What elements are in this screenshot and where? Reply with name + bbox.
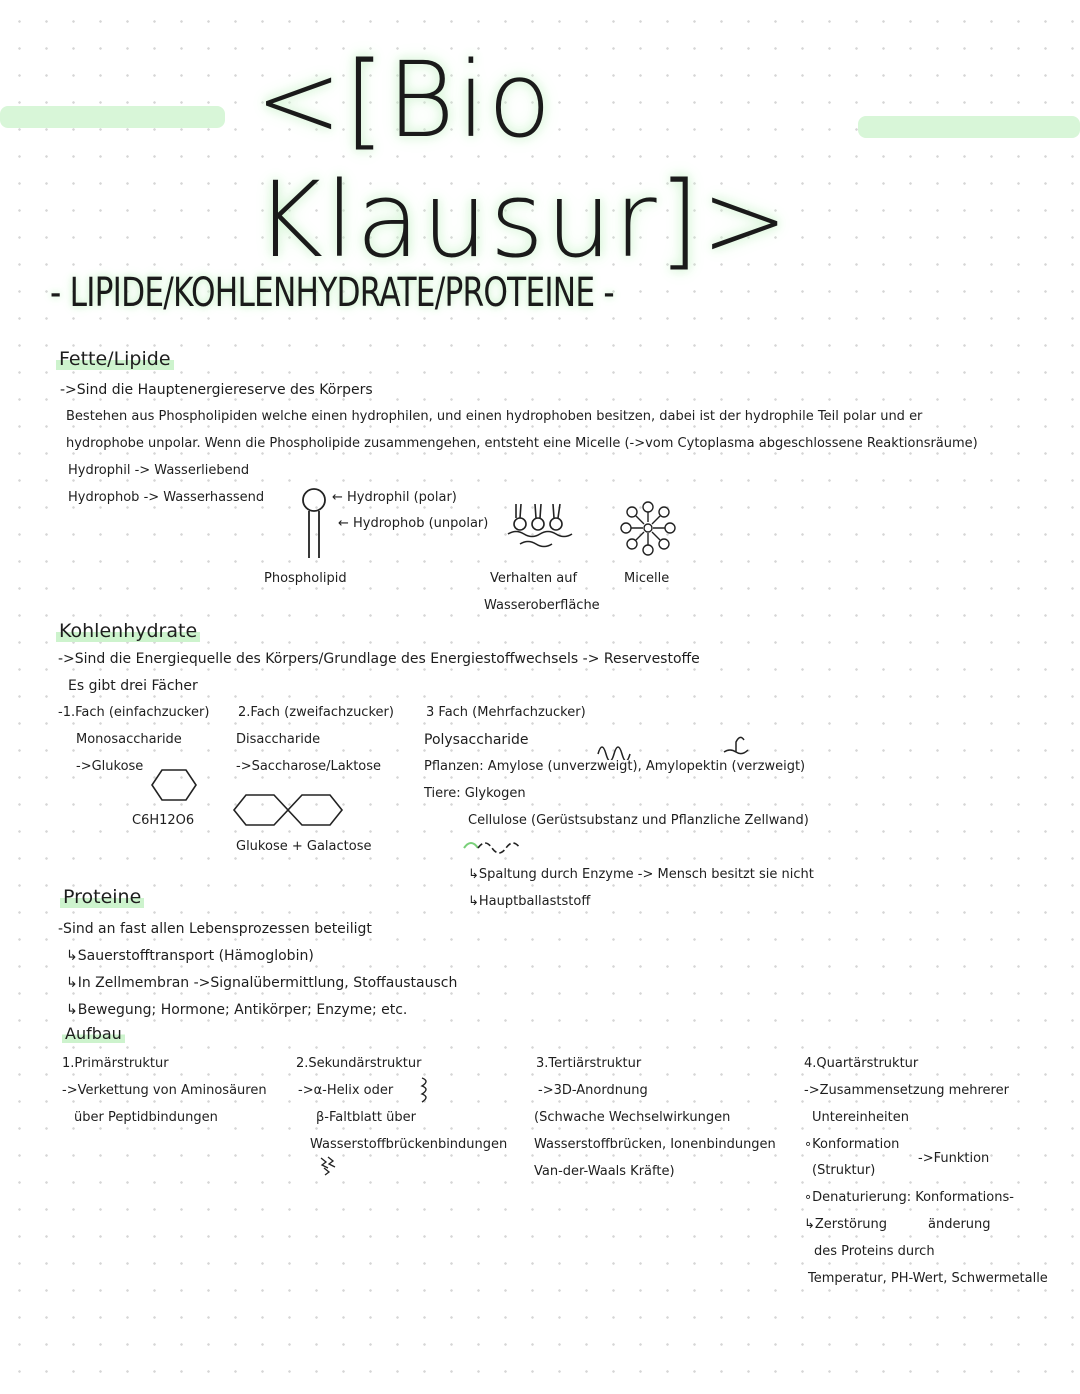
lipids-line-1: ->Sind die Hauptenergiereserve des Körpers: [60, 382, 373, 398]
structure-4-line-4: (Struktur): [812, 1163, 876, 1178]
proteins-line-2: ↳Sauerstofftransport (Hämoglobin): [66, 948, 314, 964]
structure-2-line-1: ->α-Helix oder: [298, 1083, 394, 1098]
lipids-line-5: Hydrophob -> Wasserhassend: [68, 490, 265, 505]
structure-4-line-6b: änderung: [928, 1217, 991, 1232]
structure-4-line-7: des Proteins durch: [814, 1244, 935, 1259]
fach-3-heading: 3 Fach (Mehrfachzucker): [426, 705, 586, 720]
structure-1-line-1: ->Verkettung von Aminosäuren: [62, 1083, 267, 1098]
structure-4-heading: 4.Quartärstruktur: [804, 1056, 919, 1071]
caption-surface-2: Wasseroberfläche: [484, 598, 600, 613]
label-hydrophob: ← Hydrophob (unpolar): [338, 516, 489, 531]
amylose-drawing: [596, 738, 638, 760]
structure-2-heading: 2.Sekundärstruktur: [296, 1056, 422, 1071]
fach-3-ballast: ↳Hauptballaststoff: [468, 894, 591, 909]
caption-phospholipid: Phospholipid: [264, 571, 347, 586]
proteins-heading: Proteine: [60, 886, 144, 908]
fach-3-name: Polysaccharide: [424, 732, 529, 748]
carbs-heading: Kohlenhydrate: [56, 620, 200, 642]
proteins-line-1: -Sind an fast allen Lebensprozessen beteiligt: [58, 921, 372, 937]
amylopectin-drawing: [722, 732, 758, 756]
lipids-line-4: Hydrophil -> Wasserliebend: [68, 463, 250, 478]
structure-3-line-4: Van-der-Waals Kräfte): [534, 1164, 675, 1179]
fach-3-cellulose: Cellulose (Gerüstsubstanz und Pflanzliche Zellwand): [468, 813, 809, 828]
fach-2-caption: Glukose + Galactose: [236, 839, 372, 854]
fach-3-plants: Pflanzen: Amylose (unverzweigt), Amylopektin (verzweigt): [424, 759, 806, 774]
structure-2-line-2: β-Faltblatt über: [316, 1110, 416, 1125]
glucose-formula: C6H12O6: [132, 813, 195, 828]
lipids-line-2: Bestehen aus Phospholipiden welche einen hydrophilen, und einen hydrophoben besitzen, dabei ist der hydrophile Teil polar und er: [66, 409, 923, 424]
lipids-line-3: hydrophobe unpolar. Wenn die Phospholipide zusammengehen, entsteht eine Micelle (->vom Cytoplasma abgeschlossene Reaktionsräume): [66, 436, 978, 451]
water-surface-drawing: [500, 500, 580, 556]
carbs-line-1: ->Sind die Energiequelle des Körpers/Grundlage des Energiestoffwechsels -> Reservestoffe: [58, 651, 700, 667]
structure-4-line-3: ∘Konformation: [804, 1137, 900, 1152]
section-subtitle: - LIPIDE/KOHLENHYDRATE/PROTEINE -: [50, 270, 614, 316]
proteins-line-3: ↳In Zellmembran ->Signalübermittlung, Stoffaustausch: [66, 975, 458, 991]
fach-1-heading: -1.Fach (einfachzucker): [58, 705, 210, 720]
structure-4-line-6: ↳Zerstörung: [804, 1217, 888, 1232]
structure-3-line-1: ->3D-Anordnung: [538, 1083, 648, 1098]
fach-2-heading: 2.Fach (zweifachzucker): [238, 705, 394, 720]
alpha-helix-drawing: [418, 1076, 432, 1104]
structure-4-line-5: ∘Denaturierung: Konformations-: [804, 1190, 1014, 1205]
structure-3-line-3: Wasserstoffbrücken, Ionenbindungen: [534, 1137, 776, 1152]
structure-1-line-2: über Peptidbindungen: [74, 1110, 218, 1125]
fach-1-name: Monosaccharide: [76, 732, 182, 747]
beta-sheet-drawing: [318, 1154, 340, 1178]
structure-2-line-3: Wasserstoffbrückenbindungen: [310, 1137, 508, 1152]
page-title: <[Bio Klausur]>: [255, 39, 791, 281]
micelle-drawing: [618, 500, 678, 556]
fach-3-animals: Tiere: Glykogen: [424, 786, 526, 801]
fach-2-example: ->Saccharose/Laktose: [236, 759, 382, 774]
cellulose-drawing: [462, 836, 526, 854]
structure-4-line-1: ->Zusammensetzung mehrerer: [804, 1083, 1009, 1098]
fach-1-example: ->Glukose: [76, 759, 144, 774]
proteins-line-4: ↳Bewegung; Hormone; Antikörper; Enzyme; etc.: [66, 1002, 408, 1018]
structure-4-line-2: Untereinheiten: [812, 1110, 909, 1125]
structure-4-line-8: Temperatur, PH-Wert, Schwermetalle: [808, 1271, 1048, 1286]
structure-1-heading: 1.Primärstruktur: [62, 1056, 169, 1071]
title-bar-left: [0, 106, 225, 128]
aufbau-heading: Aufbau: [62, 1024, 125, 1043]
carbs-line-2: Es gibt drei Fächer: [68, 678, 198, 694]
fach-3-split: ↳Spaltung durch Enzyme -> Mensch besitzt sie nicht: [468, 867, 814, 882]
glucose-ring-drawing: [150, 768, 198, 802]
structure-3-line-2: (Schwache Wechselwirkungen: [534, 1110, 731, 1125]
disaccharide-drawing: [232, 792, 344, 828]
structure-3-heading: 3.Tertiärstruktur: [536, 1056, 642, 1071]
fach-2-name: Disaccharide: [236, 732, 321, 747]
caption-surface-1: Verhalten auf: [490, 571, 578, 586]
lipids-heading: Fette/Lipide: [56, 348, 174, 370]
structure-4-function: ->Funktion: [918, 1151, 990, 1166]
caption-micelle: Micelle: [624, 571, 670, 586]
label-hydrophil: ← Hydrophil (polar): [332, 490, 457, 505]
